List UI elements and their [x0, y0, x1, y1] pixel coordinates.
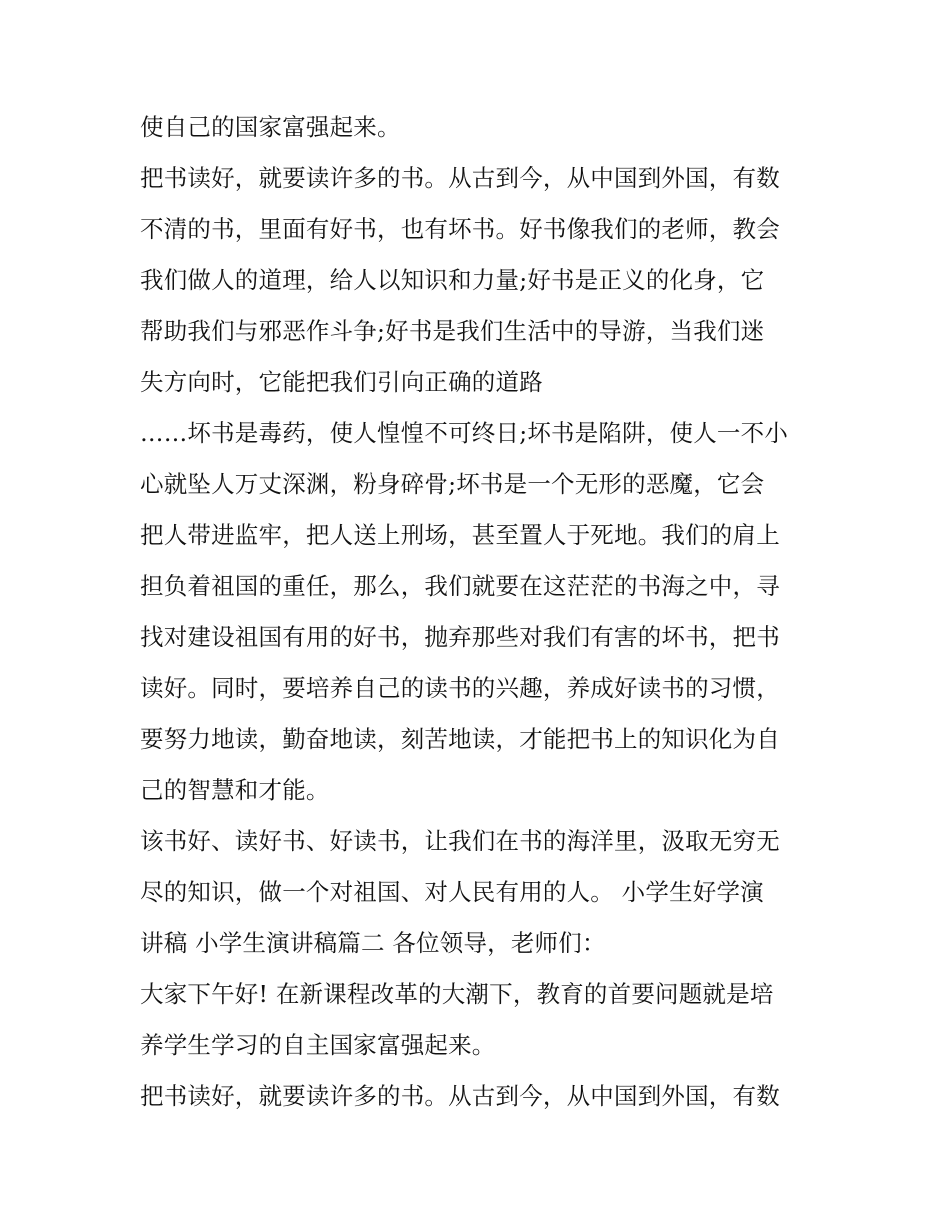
text-line: 要努力地读，勤奋地读，刻苦地读，才能把书上的知识化为自 [140, 725, 780, 753]
text-line: 该书好、读好书、好读书，让我们在书的海洋里，汲取无穷无 [140, 827, 780, 855]
text-line: 讲稿 小学生演讲稿篇二 各位领导，老师们： [140, 929, 606, 957]
text-line: 尽的知识，做一个对祖国、对人民有用的人。 小学生好学演 [140, 878, 764, 906]
text-line: 把人带进监牢，把人送上刑场，甚至置人于死地。我们的肩上 [140, 521, 780, 549]
text-line: 担负着祖国的重任，那么，我们就要在这茫茫的书海之中，寻 [140, 572, 780, 600]
text-line: ……坏书是毒药，使人惶惶不可终日;坏书是陷阱，使人一不小 [140, 419, 789, 447]
text-line: 我们做人的道理，给人以知识和力量;好书是正义的化身，它 [140, 266, 765, 294]
text-line: 使自己的国家富强起来。 [140, 113, 401, 141]
text-line: 帮助我们与邪恶作斗争;好书是我们生活中的导游，当我们迷 [140, 317, 765, 345]
text-line: 不清的书，里面有好书，也有坏书。好书像我们的老师，教会 [140, 215, 780, 243]
text-line: 失方向时，它能把我们引向正确的道路 [140, 368, 543, 396]
text-line: 己的智慧和才能。 [140, 776, 330, 804]
text-line: 心就坠人万丈深渊，粉身碎骨;坏书是一个无形的恶魔，它会 [140, 470, 765, 498]
document-body [140, 102, 820, 1122]
text-line: 把书读好，就要读许多的书。从古到今，从中国到外国，有数 [140, 164, 780, 192]
text-line: 找对建设祖国有用的好书，抛弃那些对我们有害的坏书，把书 [140, 623, 780, 651]
text-line: 读好。同时，要培养自己的读书的兴趣，养成好读书的习惯， [140, 674, 780, 702]
text-line: 把书读好，就要读许多的书。从古到今，从中国到外国，有数 [140, 1082, 780, 1110]
text-line: 大家下午好! 在新课程改革的大潮下，教育的首要问题就是培 [140, 980, 774, 1008]
text-line: 养学生学习的自主国家富强起来。 [140, 1031, 496, 1059]
